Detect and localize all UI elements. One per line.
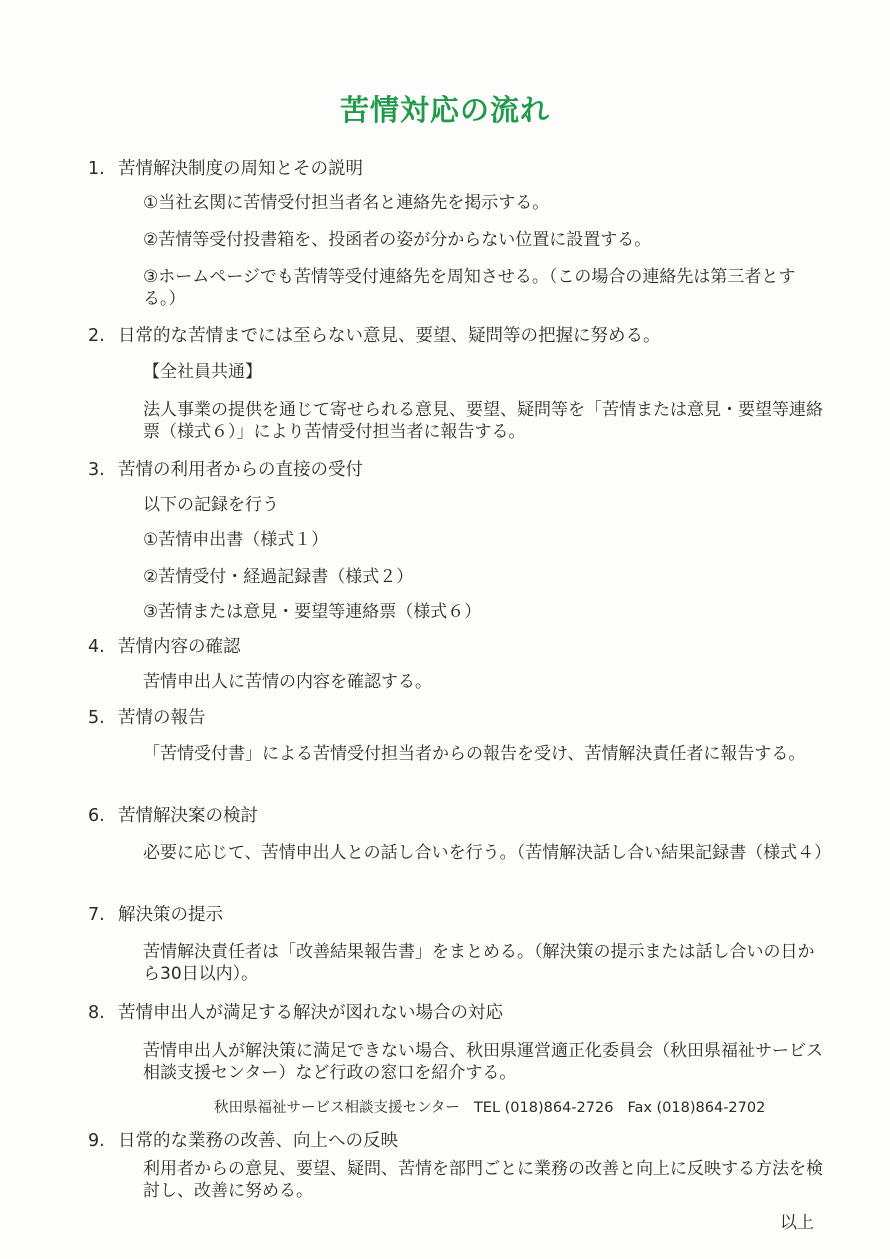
- section-number: 7.: [88, 905, 105, 925]
- section-3-line-4: ③苦情または意見・要望等連絡票（様式６）: [143, 602, 482, 622]
- section-8-line-1: 苦情申出人が解決策に満足できない場合、秋田県運営適正化委員会（秋田県福祉サービス相談支援センター）など行政の窓口を紹介する。: [143, 1041, 823, 1083]
- section-4-heading: [88, 636, 241, 658]
- section-4-line-1: 苦情申出人に苦情の内容を確認する。: [143, 672, 432, 692]
- section-title: 苦情の利用者からの直接の受付: [118, 460, 363, 480]
- section-title: 苦情の報告: [118, 708, 206, 728]
- section-8-heading: [88, 1002, 503, 1024]
- section-title: 苦情解決案の検討: [118, 806, 258, 826]
- section-3-heading: [88, 459, 363, 481]
- section-2-heading: [88, 325, 661, 347]
- section-number: 1.: [88, 159, 105, 179]
- contact-tel: TEL (018)864-2726: [473, 1100, 614, 1116]
- section-5-heading: [88, 707, 206, 729]
- section-1-line-2: ②苦情等受付投書箱を、投函者の姿が分からない位置に設置する。: [143, 230, 652, 250]
- section-title: 解決策の提示: [118, 905, 223, 925]
- page-title: 苦情対応の流れ: [339, 93, 550, 127]
- closing-text: 以上: [780, 1213, 814, 1233]
- section-6-heading: [88, 805, 258, 827]
- section-title: 苦情内容の確認: [118, 637, 241, 657]
- section-5-line-1: 「苦情受付書」による苦情受付担当者からの報告を受け、苦情解決責任者に報告する。: [143, 744, 806, 764]
- section-title: 苦情申出人が満足する解決が図れない場合の対応: [118, 1003, 503, 1023]
- section-9-line-1: 利用者からの意見、要望、疑問、苦情を部門ごとに業務の改善と向上に反映する方法を検討し、改善に努める。: [143, 1159, 823, 1201]
- section-3-line-1: 以下の記録を行う: [143, 495, 279, 515]
- section-1-line-3: ③ホームページでも苦情等受付連絡先を周知させる。（この場合の連絡先は第三者とする。）: [143, 267, 796, 309]
- section-number: 5.: [88, 708, 105, 728]
- section-title: 苦情解決制度の周知とその説明: [118, 159, 363, 179]
- section-number: 2.: [88, 326, 105, 346]
- section-title: 日常的な苦情までには至らない意見、要望、疑問等の把握に努める。: [118, 326, 661, 346]
- section-number: 6.: [88, 806, 105, 826]
- section-number: 3.: [88, 460, 105, 480]
- section-9-heading: [88, 1130, 398, 1152]
- section-number: 4.: [88, 637, 105, 657]
- section-1-heading: [88, 158, 363, 180]
- section-7-heading: [88, 904, 223, 926]
- section-2-line-1: 【全社員共通】: [143, 362, 262, 382]
- section-3-line-3: ②苦情受付・経過記録書（様式２）: [143, 567, 414, 587]
- section-number: 9.: [88, 1131, 105, 1151]
- section-1-line-1: ①当社玄関に苦情受付担当者名と連絡先を掲示する。: [143, 193, 550, 213]
- section-number: 8.: [88, 1003, 105, 1023]
- section-7-line-1: 苦情解決責任者は「改善結果報告書」をまとめる。（解決策の提示または話し合いの日から30日以内）。: [143, 942, 815, 984]
- section-title: 日常的な業務の改善、向上への反映: [118, 1131, 398, 1151]
- section-3-line-2: ①苦情申出書（様式１）: [143, 530, 329, 550]
- section-6-line-1: 必要に応じて、苦情申出人との話し合いを行う。（苦情解決話し合い結果記録書（様式４）: [143, 843, 832, 863]
- section-2-line-2: 法人事業の提供を通じて寄せられる意見、要望、疑問等を「苦情または意見・要望等連絡票（様式６）」により苦情受付担当者に報告する。: [143, 400, 823, 442]
- contact-info: [214, 1096, 779, 1117]
- contact-fax: Fax (018)864-2702: [627, 1100, 766, 1116]
- contact-org: 秋田県福祉サービス相談支援センター: [214, 1100, 460, 1116]
